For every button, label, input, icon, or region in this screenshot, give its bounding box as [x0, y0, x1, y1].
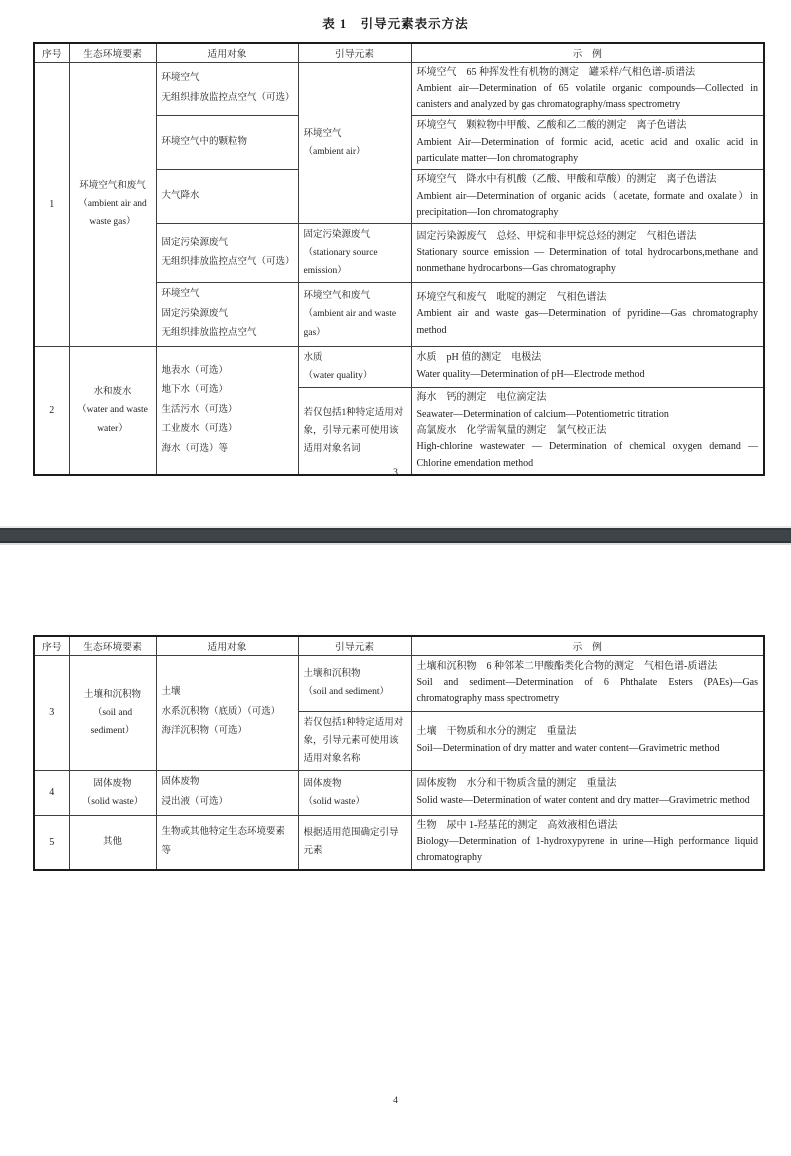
header-eco-element: 生态环境要素: [69, 636, 156, 655]
table-row: [34, 62, 764, 116]
cell-eco-element: 水和废水 （water and waste water）: [69, 346, 156, 475]
cell-example: 环境空气 65 种挥发性有机物的测定 罐采样/气相色谱-质谱法 Ambient air—Determination of 65 volatile organic compounds—Collected in canisters and analyzed by gas chromatography/mass spectrometry: [411, 62, 764, 116]
cell-applicable-object: 固定污染源废气 无组织排放监控点空气（可选）: [156, 224, 298, 283]
cell-guide-element: 根据适用范围确定引导元素: [298, 815, 411, 869]
cell-guide-element: 土壤和沉积物 （soil and sediment）: [298, 655, 411, 711]
cell-applicable-object: 固体废物 浸出液（可选）: [156, 770, 298, 815]
cell-example: 环境空气 降水中有机酸（乙酸、甲酸和草酸）的测定 离子色谱法 Ambient air—Determination of organic acids（acetate, formate and oxalate）in precipitation—Ion chromatography: [411, 170, 764, 224]
cell-applicable-object: 土壤 水系沉积物（底质）（可选） 海洋沉积物（可选）: [156, 655, 298, 770]
cell-applicable-object: 环境空气 固定污染源废气 无组织排放监控点空气: [156, 283, 298, 346]
table-header-row: [34, 636, 764, 655]
cell-applicable-object: 生物或其他特定生态环境要素等: [156, 815, 298, 869]
cell-guide-element: 水质 （water quality）: [298, 346, 411, 387]
page-break-divider: [0, 526, 791, 545]
cell-seq-no: 2: [34, 346, 69, 475]
cell-example: 固定污染源废气 总烃、甲烷和非甲烷总烃的测定 气相色谱法 Stationary source emission — Determination of total hydrocarbons,methane and nonmethane hydrocarbons—Gas chromatography: [411, 224, 764, 283]
page-number: 4: [393, 1096, 398, 1106]
cell-guide-element: 固体废物 （solid waste）: [298, 770, 411, 815]
header-applicable-object: 适用对象: [156, 636, 298, 655]
cell-example: 土壤和沉积物 6 种邻苯二甲酸酯类化合物的测定 气相色谱-质谱法 Soil and sediment—Determination of 6 Phthalate Esters (PAEs)—Gas chromatography mass spectrometry: [411, 655, 764, 711]
cell-guide-element: 环境空气 （ambient air）: [298, 62, 411, 224]
page-number: 3: [393, 468, 398, 478]
cell-example: 生物 尿中 1-羟基芘的测定 高效液相色谱法 Biology—Determination of 1-hydroxypyrene in urine—High performance liquid chromatography: [411, 815, 764, 869]
table-header-row: [34, 43, 764, 62]
guide-element-table-page2: [33, 635, 765, 871]
header-example: 示 例: [411, 43, 764, 62]
cell-example: 水质 pH 值的测定 电极法 Water quality—Determination of pH—Electrode method: [411, 346, 764, 387]
header-applicable-object: 适用对象: [156, 43, 298, 62]
cell-eco-element: 土壤和沉积物 （soil and sediment）: [69, 655, 156, 770]
cell-seq-no: 5: [34, 815, 69, 869]
cell-guide-element: 环境空气和废气 （ambient air and waste gas）: [298, 283, 411, 346]
header-guide-element: 引导元素: [298, 43, 411, 62]
cell-seq-no: 4: [34, 770, 69, 815]
cell-applicable-object: 环境空气 无组织排放监控点空气（可选）: [156, 62, 298, 116]
header-example: 示 例: [411, 636, 764, 655]
table-row: [34, 770, 764, 815]
cell-applicable-object: 大气降水: [156, 170, 298, 224]
cell-applicable-object: 环境空气中的颗粒物: [156, 116, 298, 170]
cell-seq-no: 1: [34, 62, 69, 346]
cell-eco-element: 环境空气和废气 （ambient air and waste gas）: [69, 62, 156, 346]
cell-guide-element: 固定污染源废气 （stationary source emission）: [298, 224, 411, 283]
cell-example: 固体废物 水分和干物质含量的测定 重量法 Solid waste—Determination of water content and dry matter—Gravimetric method: [411, 770, 764, 815]
cell-example: 土壤 干物质和水分的测定 重量法 Soil—Determination of dry matter and water content—Gravimetric method: [411, 711, 764, 770]
table-row: [34, 655, 764, 711]
cell-eco-element: 固体废物 （solid waste）: [69, 770, 156, 815]
cell-guide-element: 若仅包括1种特定适用对象，引导元素可使用该适用对象名词: [298, 387, 411, 475]
cell-example: 环境空气和废气 吡啶的测定 气相色谱法 Ambient air and waste gas—Determination of pyridine—Gas chromatography method: [411, 283, 764, 346]
header-seq-no: 序号: [34, 43, 69, 62]
guide-element-table-page1: [33, 42, 765, 476]
cell-eco-element: 其他: [69, 815, 156, 869]
header-eco-element: 生态环境要素: [69, 43, 156, 62]
cell-applicable-object: 地表水（可选） 地下水（可选） 生活污水（可选） 工业废水（可选） 海水（可选）等: [156, 346, 298, 475]
cell-guide-element: 若仅包括1种特定适用对象，引导元素可使用该适用对象名称: [298, 711, 411, 770]
table-title: 表 1 引导元素表示方法: [322, 17, 469, 31]
header-guide-element: 引导元素: [298, 636, 411, 655]
cell-seq-no: 3: [34, 655, 69, 770]
cell-example: 环境空气 颗粒物中甲酸、乙酸和乙二酸的测定 离子色谱法 Ambient Air—Determination of formic acid, acetic acid and oxalic acid in particulate matter—Ion chromatography: [411, 116, 764, 170]
table-row: [34, 815, 764, 869]
table-row: [34, 346, 764, 387]
cell-example: 海水 钙的测定 电位滴定法 Seawater—Determination of calcium—Potentiometric titration 高氯废水 化学需氧量的测定 氯气校正法 High-chlorine wastewater — Determination of chemical oxygen demand — Chlorine emendation method: [411, 387, 764, 475]
header-seq-no: 序号: [34, 636, 69, 655]
